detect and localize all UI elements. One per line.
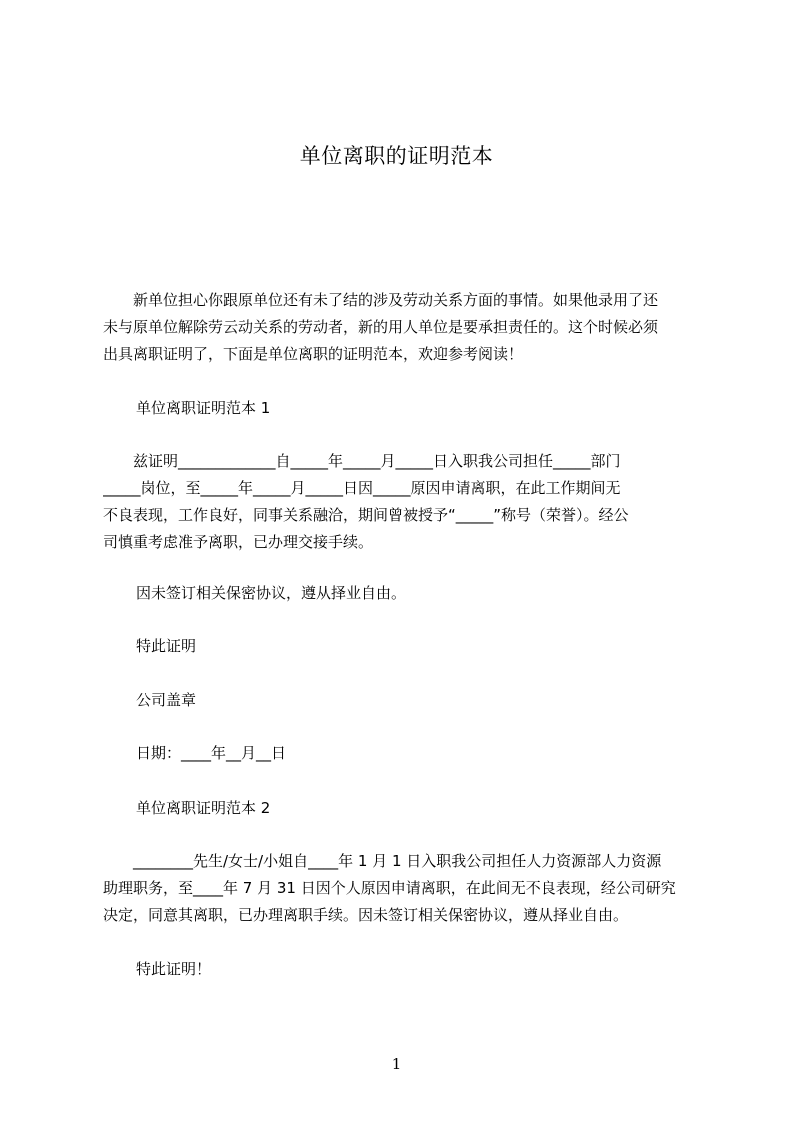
sample1-body	[103, 448, 699, 556]
document-title: 单位离职的证明范本	[299, 144, 494, 168]
sample1-body-line: 司慎重考虑准予离职，已办理交接手续。	[103, 533, 374, 551]
sample2-body-line: ________先生/女士/小姐自____年 1 月 1 日入职我公司担任人力资源部人力资源	[103, 852, 662, 870]
sample2-body	[103, 848, 699, 929]
sample2-body-line: 助理职务，至____年 7 月 31 日因个人原因申请离职，在此间无不良表现，经公司研究	[103, 879, 676, 897]
sample1-heading: 单位离职证明范本 1	[136, 399, 271, 417]
sample1-date: 日期：____年__月__日	[136, 744, 287, 762]
intro-line: 未与原单位解除劳云动关系的劳动者，新的用人单位是要承担责任的。这个时候必须	[103, 318, 659, 336]
sample2-body-line: 决定，同意其离职，已办理离职手续。因未签订相关保密协议，遵从择业自由。	[103, 906, 629, 924]
page-number: 1	[391, 1055, 402, 1073]
sample1-company-seal: 公司盖章	[136, 691, 197, 709]
sample2-certify: 特此证明！	[136, 960, 212, 978]
sample1-body-line: 兹证明_____________自_____年_____月_____日入职我公司担任_____部门	[103, 452, 621, 470]
sample1-body-line: _____岗位，至_____年_____月_____日因_____原因申请离职，在此工作期间无	[103, 479, 621, 497]
intro-paragraph	[103, 287, 699, 368]
sample2-heading: 单位离职证明范本 2	[136, 799, 271, 817]
sample1-certify: 特此证明	[136, 637, 197, 655]
intro-line: 出具离职证明了，下面是单位离职的证明范本，欢迎参考阅读！	[103, 345, 524, 363]
intro-line: 新单位担心你跟原单位还有未了结的涉及劳动关系方面的事情。如果他录用了还	[103, 291, 659, 309]
sample1-confidentiality: 因未签订相关保密协议，遵从择业自由。	[136, 584, 407, 602]
sample1-body-line: 不良表现，工作良好，同事关系融洽，期间曾被授予“_____”称号（荣誉）。经公	[103, 506, 629, 524]
